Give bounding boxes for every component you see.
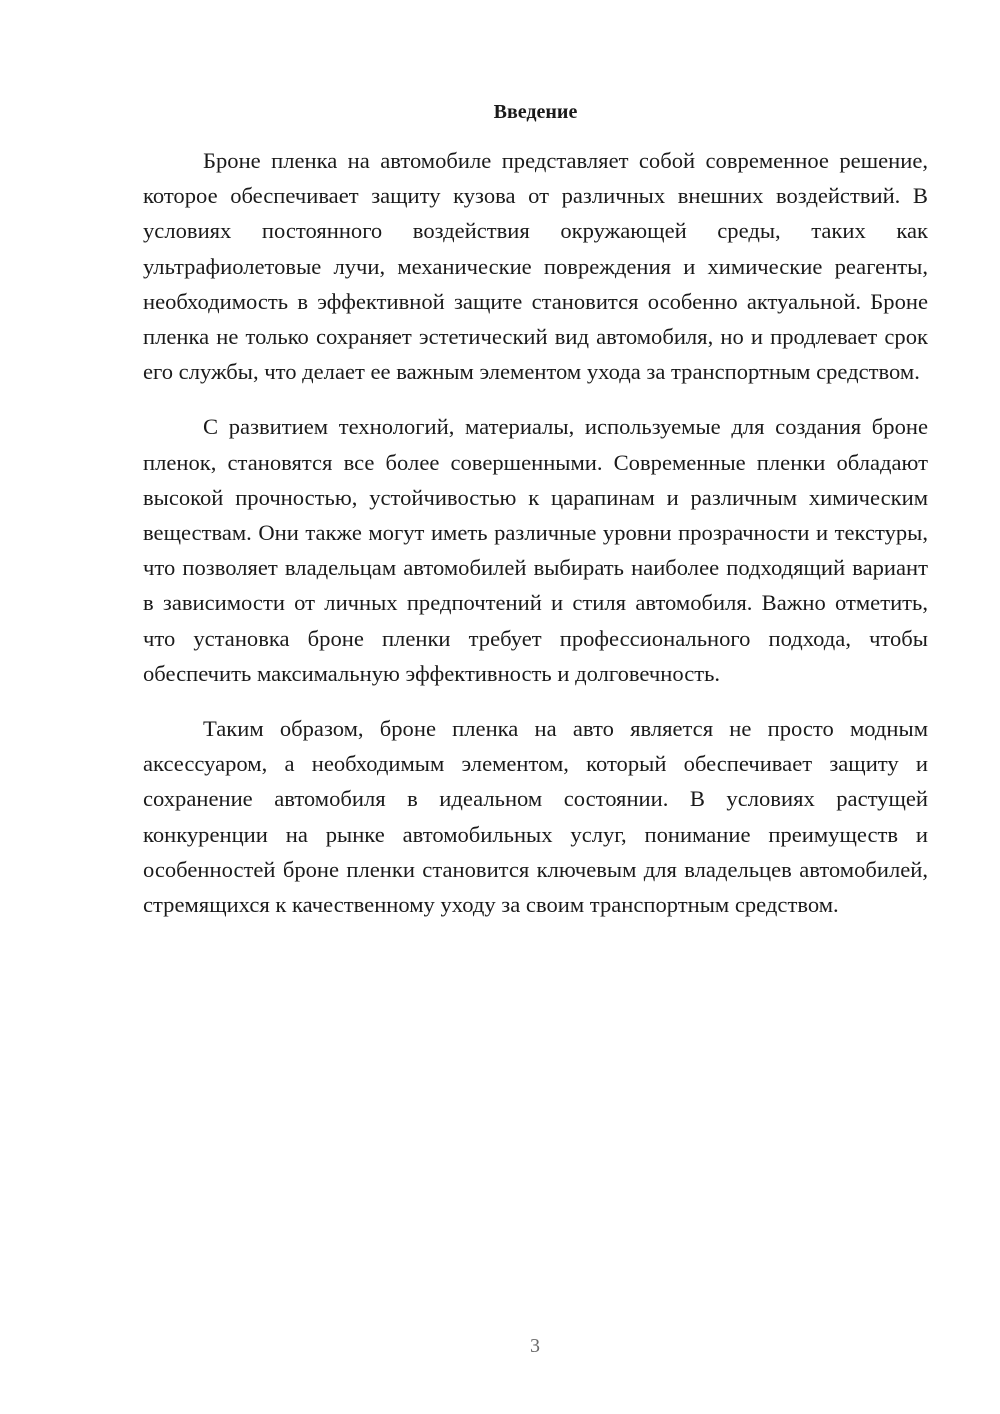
body-text — [143, 143, 928, 942]
paragraph-3: Таким образом, броне пленка на авто является не просто модным аксессуаром, а необходимым элементом, который обеспечивает защиту и сохранение автомобиля в идеальном состоянии. В условиях растущей конкуренции на рынке автомобильных услуг, понимание преимуществ и особенностей броне пленки становится ключевым для владельцев автомобилей, стремящихся к качественному уходу за своим транспортным средством. — [143, 716, 928, 918]
page-number: 3 — [530, 1335, 540, 1357]
paragraph-2: С развитием технологий, материалы, используемые для создания броне пленок, становятся все более совершенными. Современные пленки обладают высокой прочностью, устойчивостью к царапинам и различным химическим веществам. Они также могут иметь различные уровни прозрачности и текстуры, что позволяет владельцам автомобилей выбирать наиболее подходящий вариант в зависимости от личных предпочтений и стиля автомобиля. Важно отметить, что установка броне пленки требует профессионального подхода, чтобы обеспечить максимальную эффективность и долговечность. — [143, 414, 928, 686]
section-heading: Введение — [493, 101, 578, 123]
paragraph-1: Броне пленка на автомобиле представляет собой современное решение, которое обеспечивает защиту кузова от различных внешних воздействий. В условиях постоянного воздействия окружающей среды, таких как ультрафиолетовые лучи, механические повреждения и химические реагенты, необходимость в эффективной защите становится особенно актуальной. Броне пленка не только сохраняет эстетический вид автомобиля, но и продлевает срок его службы, что делает ее важным элементом ухода за транспортным средством. — [143, 148, 928, 385]
